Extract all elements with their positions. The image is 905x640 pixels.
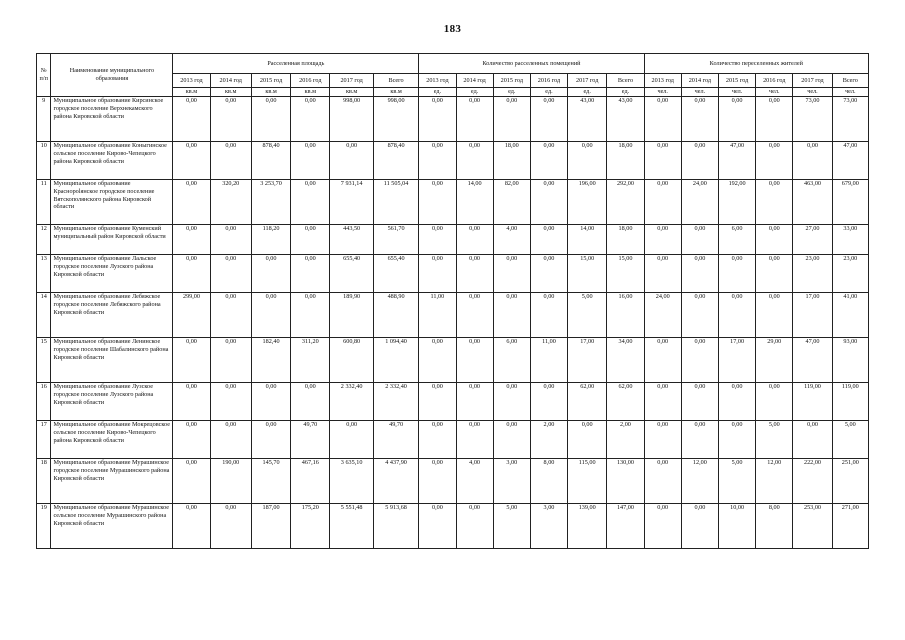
- municipality-name: Муниципальное образование Коныгинское сельское поселение Кирово-Чепецкого района Кировской области: [51, 142, 173, 180]
- value-cell: 139,00: [568, 504, 607, 549]
- value-cell: 187,00: [251, 504, 290, 549]
- table-row: [37, 504, 869, 549]
- value-cell: 34,00: [607, 338, 644, 383]
- value-cell: 0,00: [419, 383, 456, 421]
- value-cell: 3,00: [493, 459, 530, 504]
- resettlement-table: [36, 53, 869, 549]
- value-cell: 5 551,48: [330, 504, 373, 549]
- unit-label: ед.: [568, 88, 607, 97]
- value-cell: 0,00: [756, 383, 793, 421]
- value-cell: 73,00: [793, 97, 832, 142]
- value-cell: 0,00: [173, 421, 210, 459]
- value-cell: 2 332,40: [373, 383, 418, 421]
- value-cell: 0,00: [210, 142, 251, 180]
- value-cell: 0,00: [456, 225, 493, 255]
- value-cell: 0,00: [210, 255, 251, 293]
- value-cell: 320,20: [210, 180, 251, 225]
- value-cell: 18,00: [607, 142, 644, 180]
- value-cell: 62,00: [607, 383, 644, 421]
- unit-label: кв.м: [291, 88, 330, 97]
- value-cell: 0,00: [644, 142, 681, 180]
- value-cell: 6,00: [718, 225, 755, 255]
- value-cell: 0,00: [756, 97, 793, 142]
- value-cell: 182,40: [251, 338, 290, 383]
- column-header: 2016 год: [291, 74, 330, 88]
- value-cell: 0,00: [530, 293, 567, 338]
- value-cell: 24,00: [681, 180, 718, 225]
- table-row: [37, 180, 869, 225]
- value-cell: 17,00: [568, 338, 607, 383]
- value-cell: 41,00: [832, 293, 868, 338]
- value-cell: 6,00: [493, 338, 530, 383]
- column-header: 2015 год: [718, 74, 755, 88]
- value-cell: 0,00: [456, 293, 493, 338]
- value-cell: 0,00: [568, 421, 607, 459]
- value-cell: 15,00: [607, 255, 644, 293]
- column-header: 2013 год: [173, 74, 210, 88]
- value-cell: 29,00: [756, 338, 793, 383]
- column-header: 2013 год: [419, 74, 456, 88]
- value-cell: 12,00: [756, 459, 793, 504]
- value-cell: 18,00: [607, 225, 644, 255]
- value-cell: 0,00: [756, 142, 793, 180]
- unit-label: кв.м: [210, 88, 251, 97]
- value-cell: 5,00: [718, 459, 755, 504]
- header-no: № п/п: [37, 54, 51, 97]
- value-cell: 12,00: [681, 459, 718, 504]
- value-cell: 43,00: [568, 97, 607, 142]
- value-cell: 0,00: [644, 504, 681, 549]
- value-cell: 118,20: [251, 225, 290, 255]
- column-header: 2017 год: [568, 74, 607, 88]
- value-cell: 27,00: [793, 225, 832, 255]
- value-cell: 115,00: [568, 459, 607, 504]
- column-header: Всего: [373, 74, 418, 88]
- unit-label: ед.: [456, 88, 493, 97]
- group-header-residents: Количество переселенных жителей: [644, 54, 868, 74]
- municipality-name: Муниципальное образование Лузское городское поселение Лузского района Кировской области: [51, 383, 173, 421]
- table-row: [37, 225, 869, 255]
- value-cell: 251,00: [832, 459, 868, 504]
- value-cell: 0,00: [681, 383, 718, 421]
- table-row: [37, 421, 869, 459]
- value-cell: 600,80: [330, 338, 373, 383]
- value-cell: 5 913,68: [373, 504, 418, 549]
- value-cell: 292,00: [607, 180, 644, 225]
- value-cell: 5,00: [568, 293, 607, 338]
- value-cell: 2,00: [530, 421, 567, 459]
- page-number: 183: [443, 23, 462, 35]
- value-cell: 0,00: [291, 225, 330, 255]
- municipality-name: Муниципальное образование Кирсинское городское поселение Верхнекамского района Кировской области: [51, 97, 173, 142]
- value-cell: 0,00: [173, 180, 210, 225]
- column-header: 2017 год: [793, 74, 832, 88]
- municipality-name: Муниципальное образование Ленинское городское поселение Шабалинского района Кировской области: [51, 338, 173, 383]
- row-number: 15: [37, 338, 51, 383]
- value-cell: 93,00: [832, 338, 868, 383]
- municipality-name: Муниципальное образование Мокрецовское сельское поселение Кирово-Чепецкого района Кировской области: [51, 421, 173, 459]
- value-cell: 0,00: [493, 255, 530, 293]
- value-cell: 47,00: [793, 338, 832, 383]
- value-cell: 23,00: [793, 255, 832, 293]
- value-cell: 0,00: [644, 459, 681, 504]
- value-cell: 311,20: [291, 338, 330, 383]
- value-cell: 2,00: [607, 421, 644, 459]
- value-cell: 253,00: [793, 504, 832, 549]
- value-cell: 145,70: [251, 459, 290, 504]
- value-cell: 0,00: [173, 142, 210, 180]
- unit-label: ед.: [419, 88, 456, 97]
- value-cell: 4 437,90: [373, 459, 418, 504]
- value-cell: 0,00: [793, 142, 832, 180]
- value-cell: 14,00: [568, 225, 607, 255]
- row-number: 14: [37, 293, 51, 338]
- value-cell: 0,00: [493, 97, 530, 142]
- value-cell: 0,00: [644, 180, 681, 225]
- value-cell: 0,00: [718, 383, 755, 421]
- value-cell: 0,00: [718, 255, 755, 293]
- value-cell: 0,00: [530, 225, 567, 255]
- value-cell: 0,00: [419, 338, 456, 383]
- column-header: Всего: [832, 74, 868, 88]
- table-row: [37, 459, 869, 504]
- value-cell: 0,00: [644, 255, 681, 293]
- value-cell: 878,40: [373, 142, 418, 180]
- header-name: Наименование муниципального образования: [51, 54, 173, 97]
- value-cell: 0,00: [681, 255, 718, 293]
- value-cell: 0,00: [173, 459, 210, 504]
- value-cell: 49,70: [291, 421, 330, 459]
- value-cell: 82,00: [493, 180, 530, 225]
- value-cell: 0,00: [419, 421, 456, 459]
- value-cell: 0,00: [419, 459, 456, 504]
- value-cell: 0,00: [530, 97, 567, 142]
- value-cell: 0,00: [210, 293, 251, 338]
- municipality-name: Муниципальное образование Мурашинское городское поселение Мурашинского района Кировской области: [51, 459, 173, 504]
- row-number: 11: [37, 180, 51, 225]
- column-header: 2017 год: [330, 74, 373, 88]
- value-cell: 0,00: [681, 338, 718, 383]
- value-cell: 0,00: [456, 421, 493, 459]
- value-cell: 0,00: [173, 338, 210, 383]
- value-cell: 147,00: [607, 504, 644, 549]
- value-cell: 0,00: [681, 142, 718, 180]
- value-cell: 0,00: [173, 504, 210, 549]
- value-cell: 0,00: [291, 180, 330, 225]
- value-cell: 23,00: [832, 255, 868, 293]
- column-header: 2014 год: [681, 74, 718, 88]
- value-cell: 190,00: [210, 459, 251, 504]
- unit-label: чел.: [793, 88, 832, 97]
- row-number: 16: [37, 383, 51, 421]
- value-cell: 8,00: [756, 504, 793, 549]
- value-cell: 47,00: [832, 142, 868, 180]
- municipality-name: Муниципальное образование Лальское городское поселение Лузского района Кировской области: [51, 255, 173, 293]
- municipality-name: Муниципальное образование Красноpolянское городское поселение Вятскополянского района Кировской области: [51, 180, 173, 225]
- column-header: 2013 год: [644, 74, 681, 88]
- group-header-area: Расселенная площадь: [173, 54, 419, 74]
- value-cell: 0,00: [644, 338, 681, 383]
- value-cell: 0,00: [210, 225, 251, 255]
- value-cell: 0,00: [718, 293, 755, 338]
- value-cell: 0,00: [330, 421, 373, 459]
- value-cell: 0,00: [530, 180, 567, 225]
- table-row: [37, 383, 869, 421]
- value-cell: 0,00: [456, 383, 493, 421]
- value-cell: 0,00: [210, 338, 251, 383]
- value-cell: 8,00: [530, 459, 567, 504]
- value-cell: 0,00: [456, 338, 493, 383]
- column-header: 2014 год: [456, 74, 493, 88]
- value-cell: 0,00: [419, 504, 456, 549]
- value-cell: 0,00: [568, 142, 607, 180]
- municipality-name: Муниципальное образование Мурашинское сельское поселение Мурашинского района Кировской области: [51, 504, 173, 549]
- value-cell: 189,90: [330, 293, 373, 338]
- value-cell: 0,00: [681, 97, 718, 142]
- value-cell: 0,00: [173, 225, 210, 255]
- value-cell: 0,00: [419, 255, 456, 293]
- value-cell: 4,00: [456, 459, 493, 504]
- column-header: Всего: [607, 74, 644, 88]
- table-row: [37, 293, 869, 338]
- row-number: 17: [37, 421, 51, 459]
- value-cell: 10,00: [718, 504, 755, 549]
- value-cell: 0,00: [419, 142, 456, 180]
- row-number: 19: [37, 504, 51, 549]
- unit-label: кв.м: [330, 88, 373, 97]
- value-cell: 5,00: [493, 504, 530, 549]
- value-cell: 196,00: [568, 180, 607, 225]
- value-cell: 0,00: [644, 225, 681, 255]
- value-cell: 17,00: [718, 338, 755, 383]
- value-cell: 0,00: [681, 225, 718, 255]
- value-cell: 14,00: [456, 180, 493, 225]
- value-cell: 0,00: [419, 97, 456, 142]
- value-cell: 0,00: [210, 383, 251, 421]
- value-cell: 1 094,40: [373, 338, 418, 383]
- unit-label: чел.: [832, 88, 868, 97]
- unit-label: кв.м: [373, 88, 418, 97]
- value-cell: 3,00: [530, 504, 567, 549]
- value-cell: 3 635,10: [330, 459, 373, 504]
- column-header: 2014 год: [210, 74, 251, 88]
- value-cell: 0,00: [291, 255, 330, 293]
- value-cell: 0,00: [251, 293, 290, 338]
- value-cell: 488,90: [373, 293, 418, 338]
- value-cell: 0,00: [756, 180, 793, 225]
- value-cell: 18,00: [493, 142, 530, 180]
- value-cell: 0,00: [330, 142, 373, 180]
- row-number: 13: [37, 255, 51, 293]
- value-cell: 0,00: [210, 504, 251, 549]
- unit-label: чел.: [718, 88, 755, 97]
- column-header: 2016 год: [756, 74, 793, 88]
- value-cell: 998,00: [330, 97, 373, 142]
- value-cell: 0,00: [456, 97, 493, 142]
- value-cell: 0,00: [251, 383, 290, 421]
- value-cell: 0,00: [756, 225, 793, 255]
- value-cell: 0,00: [681, 293, 718, 338]
- group-header-premises: Количество расселенных помещений: [419, 54, 644, 74]
- unit-label: чел.: [681, 88, 718, 97]
- value-cell: 0,00: [718, 421, 755, 459]
- value-cell: 0,00: [456, 255, 493, 293]
- unit-label: чел.: [644, 88, 681, 97]
- value-cell: 0,00: [173, 383, 210, 421]
- value-cell: 192,00: [718, 180, 755, 225]
- value-cell: 0,00: [291, 383, 330, 421]
- value-cell: 0,00: [644, 421, 681, 459]
- value-cell: 4,00: [493, 225, 530, 255]
- value-cell: 0,00: [456, 504, 493, 549]
- value-cell: 655,40: [330, 255, 373, 293]
- value-cell: 24,00: [644, 293, 681, 338]
- value-cell: 0,00: [173, 255, 210, 293]
- municipality-name: Муниципальное образование Куменский муниципальный район Кировской области: [51, 225, 173, 255]
- value-cell: 0,00: [456, 142, 493, 180]
- value-cell: 0,00: [756, 293, 793, 338]
- value-cell: 443,50: [330, 225, 373, 255]
- value-cell: 0,00: [210, 421, 251, 459]
- value-cell: 299,00: [173, 293, 210, 338]
- value-cell: 62,00: [568, 383, 607, 421]
- value-cell: 0,00: [644, 383, 681, 421]
- column-header: 2015 год: [251, 74, 290, 88]
- value-cell: 119,00: [832, 383, 868, 421]
- value-cell: 0,00: [251, 97, 290, 142]
- value-cell: 463,00: [793, 180, 832, 225]
- unit-label: кв.м: [173, 88, 210, 97]
- value-cell: 49,70: [373, 421, 418, 459]
- value-cell: 561,70: [373, 225, 418, 255]
- value-cell: 47,00: [718, 142, 755, 180]
- value-cell: 15,00: [568, 255, 607, 293]
- value-cell: 0,00: [644, 97, 681, 142]
- table-row: [37, 97, 869, 142]
- value-cell: 16,00: [607, 293, 644, 338]
- value-cell: 175,20: [291, 504, 330, 549]
- value-cell: 73,00: [832, 97, 868, 142]
- value-cell: 0,00: [718, 97, 755, 142]
- value-cell: 0,00: [291, 97, 330, 142]
- value-cell: 11 505,04: [373, 180, 418, 225]
- value-cell: 0,00: [419, 225, 456, 255]
- unit-label: кв.м: [251, 88, 290, 97]
- unit-label: ед.: [530, 88, 567, 97]
- unit-label: ед.: [607, 88, 644, 97]
- row-number: 18: [37, 459, 51, 504]
- value-cell: 3 253,70: [251, 180, 290, 225]
- value-cell: 11,00: [419, 293, 456, 338]
- value-cell: 17,00: [793, 293, 832, 338]
- value-cell: 43,00: [607, 97, 644, 142]
- value-cell: 0,00: [419, 180, 456, 225]
- table-row: [37, 255, 869, 293]
- value-cell: 33,00: [832, 225, 868, 255]
- value-cell: 5,00: [756, 421, 793, 459]
- row-number: 9: [37, 97, 51, 142]
- value-cell: 0,00: [756, 255, 793, 293]
- column-header: 2015 год: [493, 74, 530, 88]
- value-cell: 0,00: [210, 97, 251, 142]
- value-cell: 0,00: [291, 293, 330, 338]
- value-cell: 0,00: [530, 383, 567, 421]
- municipality-name: Муниципальное образование Лебяжское городское поселение Лебяжского района Кировской области: [51, 293, 173, 338]
- value-cell: 998,00: [373, 97, 418, 142]
- value-cell: 467,16: [291, 459, 330, 504]
- value-cell: 0,00: [251, 421, 290, 459]
- value-cell: 2 332,40: [330, 383, 373, 421]
- row-number: 12: [37, 225, 51, 255]
- value-cell: 0,00: [251, 255, 290, 293]
- value-cell: 7 931,14: [330, 180, 373, 225]
- value-cell: 0,00: [493, 293, 530, 338]
- table-row: [37, 338, 869, 383]
- row-number: 10: [37, 142, 51, 180]
- value-cell: 0,00: [681, 421, 718, 459]
- unit-label: чел.: [756, 88, 793, 97]
- value-cell: 222,00: [793, 459, 832, 504]
- value-cell: 0,00: [173, 97, 210, 142]
- table-row: [37, 142, 869, 180]
- value-cell: 130,00: [607, 459, 644, 504]
- value-cell: 0,00: [493, 421, 530, 459]
- value-cell: 878,40: [251, 142, 290, 180]
- value-cell: 119,00: [793, 383, 832, 421]
- unit-label: ед.: [493, 88, 530, 97]
- column-header: 2016 год: [530, 74, 567, 88]
- value-cell: 0,00: [681, 504, 718, 549]
- value-cell: 271,00: [832, 504, 868, 549]
- value-cell: 655,40: [373, 255, 418, 293]
- value-cell: 679,00: [832, 180, 868, 225]
- value-cell: 0,00: [530, 142, 567, 180]
- value-cell: 11,00: [530, 338, 567, 383]
- value-cell: 0,00: [493, 383, 530, 421]
- value-cell: 0,00: [291, 142, 330, 180]
- value-cell: 5,00: [832, 421, 868, 459]
- value-cell: 0,00: [793, 421, 832, 459]
- value-cell: 0,00: [530, 255, 567, 293]
